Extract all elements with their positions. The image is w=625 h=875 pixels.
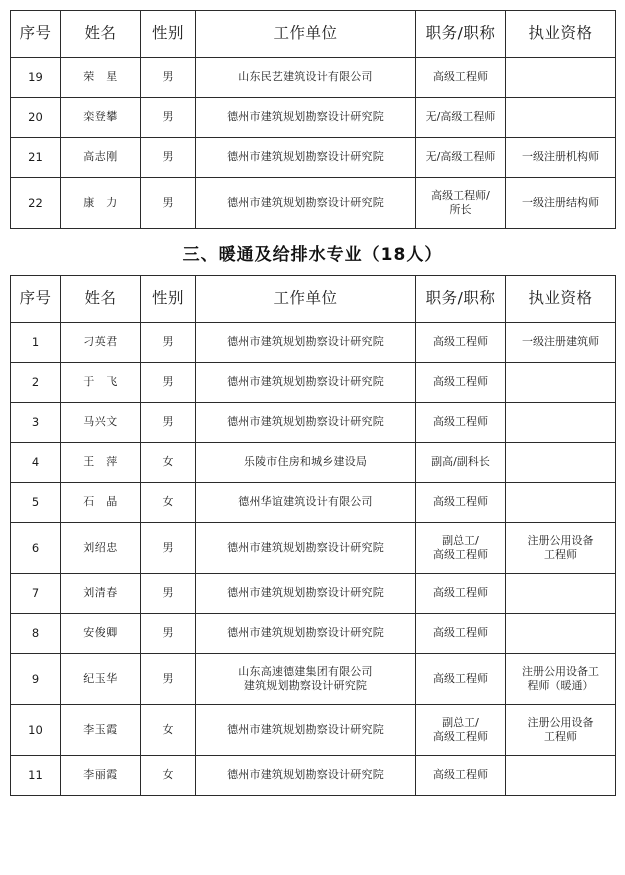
cell-position: 高级工程师 xyxy=(416,323,506,363)
table-row xyxy=(11,756,616,796)
cell-name: 王 萍 xyxy=(61,443,141,483)
table-bottom-body xyxy=(11,323,616,796)
cell-qualification-lines xyxy=(508,665,613,693)
cell-qualification-line1: 注册公用设备 xyxy=(527,533,594,547)
cell-unit: 乐陵市住房和城乡建设局 xyxy=(196,443,416,483)
column-header-unit: 工作单位 xyxy=(196,276,416,323)
table-row xyxy=(11,705,616,756)
cell-qualification xyxy=(506,614,616,654)
table-header-row xyxy=(11,11,616,58)
cell-name: 李丽霞 xyxy=(61,756,141,796)
cell-qualification: 一级注册建筑师 xyxy=(506,323,616,363)
column-header-name: 姓名 xyxy=(61,276,141,323)
cell-position: 无/高级工程师 xyxy=(416,138,506,178)
table-row xyxy=(11,98,616,138)
column-header-qualification: 执业资格 xyxy=(506,11,616,58)
cell-position: 高级工程师 xyxy=(416,614,506,654)
column-header-index: 序号 xyxy=(11,11,61,58)
table-row xyxy=(11,138,616,178)
cell-name: 栾登攀 xyxy=(61,98,141,138)
cell-name: 于 飞 xyxy=(61,363,141,403)
column-header-gender: 性别 xyxy=(141,11,196,58)
cell-name: 石 晶 xyxy=(61,483,141,523)
cell-qualification-lines xyxy=(508,716,613,744)
cell-name: 荣 星 xyxy=(61,58,141,98)
section-title: 三、暖通及给排水专业（18人） xyxy=(182,245,443,265)
cell-unit-line2: 建筑规划勘察设计研究院 xyxy=(243,679,368,692)
table-row xyxy=(11,58,616,98)
cell-name: 刘清春 xyxy=(61,574,141,614)
cell-unit xyxy=(196,654,416,705)
cell-qualification-line2: 工程师 xyxy=(544,548,577,561)
cell-qualification xyxy=(506,705,616,756)
cell-index: 22 xyxy=(11,178,61,229)
cell-gender: 男 xyxy=(141,574,196,614)
table-row xyxy=(11,323,616,363)
cell-name: 刁英君 xyxy=(61,323,141,363)
cell-position-line1: 高级工程师/ xyxy=(431,188,490,202)
cell-unit: 德州市建筑规划勘察设计研究院 xyxy=(196,705,416,756)
table-row xyxy=(11,574,616,614)
cell-unit: 德州市建筑规划勘察设计研究院 xyxy=(196,523,416,574)
table-row xyxy=(11,443,616,483)
table-header-row xyxy=(11,276,616,323)
table-top-header xyxy=(11,11,616,58)
cell-qualification: 一级注册结构师 xyxy=(506,178,616,229)
cell-qualification-line2: 程师（暖通） xyxy=(527,679,594,692)
cell-qualification-line1: 注册公用设备 xyxy=(527,715,594,729)
cell-position-lines xyxy=(418,716,503,744)
cell-gender: 女 xyxy=(141,443,196,483)
cell-gender: 男 xyxy=(141,654,196,705)
cell-qualification xyxy=(506,363,616,403)
cell-name: 安俊卿 xyxy=(61,614,141,654)
cell-gender: 男 xyxy=(141,98,196,138)
cell-position: 高级工程师 xyxy=(416,363,506,403)
cell-name: 康 力 xyxy=(61,178,141,229)
roster-table-bottom xyxy=(10,275,616,796)
cell-position-line2: 高级工程师 xyxy=(433,548,488,561)
cell-qualification xyxy=(506,403,616,443)
cell-gender: 男 xyxy=(141,323,196,363)
cell-index: 11 xyxy=(11,756,61,796)
cell-gender: 女 xyxy=(141,756,196,796)
cell-position-line2: 所长 xyxy=(449,203,472,216)
cell-qualification xyxy=(506,483,616,523)
cell-qualification-lines xyxy=(508,534,613,562)
table-row xyxy=(11,654,616,705)
cell-index: 8 xyxy=(11,614,61,654)
cell-position-lines xyxy=(418,534,503,562)
table-row xyxy=(11,403,616,443)
cell-position xyxy=(416,523,506,574)
cell-index: 9 xyxy=(11,654,61,705)
cell-position-line1: 副总工/ xyxy=(442,533,479,547)
cell-position: 副高/副科长 xyxy=(416,443,506,483)
cell-unit: 德州市建筑规划勘察设计研究院 xyxy=(196,363,416,403)
cell-qualification xyxy=(506,756,616,796)
cell-position-line2: 高级工程师 xyxy=(433,730,488,743)
cell-name: 马兴文 xyxy=(61,403,141,443)
cell-qualification xyxy=(506,654,616,705)
cell-gender: 男 xyxy=(141,58,196,98)
column-header-unit: 工作单位 xyxy=(196,11,416,58)
table-row xyxy=(11,363,616,403)
cell-position: 无/高级工程师 xyxy=(416,98,506,138)
cell-qualification xyxy=(506,58,616,98)
cell-gender: 女 xyxy=(141,483,196,523)
cell-index: 20 xyxy=(11,98,61,138)
cell-position-lines xyxy=(418,189,503,217)
cell-position: 高级工程师 xyxy=(416,756,506,796)
column-header-gender: 性别 xyxy=(141,276,196,323)
cell-unit: 德州市建筑规划勘察设计研究院 xyxy=(196,614,416,654)
cell-index: 7 xyxy=(11,574,61,614)
cell-name: 李玉霞 xyxy=(61,705,141,756)
cell-index: 4 xyxy=(11,443,61,483)
cell-index: 2 xyxy=(11,363,61,403)
cell-qualification xyxy=(506,523,616,574)
cell-unit: 德州市建筑规划勘察设计研究院 xyxy=(196,138,416,178)
cell-qualification-line1: 注册公用设备工 xyxy=(522,664,599,678)
cell-name: 刘绍忠 xyxy=(61,523,141,574)
cell-gender: 男 xyxy=(141,403,196,443)
column-header-name: 姓名 xyxy=(61,11,141,58)
table-row xyxy=(11,178,616,229)
cell-index: 10 xyxy=(11,705,61,756)
table-bottom-header xyxy=(11,276,616,323)
cell-position xyxy=(416,178,506,229)
cell-unit: 山东民艺建筑设计有限公司 xyxy=(196,58,416,98)
cell-unit: 德州市建筑规划勘察设计研究院 xyxy=(196,574,416,614)
cell-index: 1 xyxy=(11,323,61,363)
cell-index: 3 xyxy=(11,403,61,443)
cell-position: 高级工程师 xyxy=(416,654,506,705)
cell-qualification xyxy=(506,443,616,483)
cell-gender: 男 xyxy=(141,178,196,229)
cell-position: 高级工程师 xyxy=(416,574,506,614)
cell-index: 21 xyxy=(11,138,61,178)
roster-table-top xyxy=(10,10,616,229)
cell-unit: 德州市建筑规划勘察设计研究院 xyxy=(196,403,416,443)
cell-unit: 德州市建筑规划勘察设计研究院 xyxy=(196,98,416,138)
cell-position xyxy=(416,705,506,756)
cell-name: 高志刚 xyxy=(61,138,141,178)
cell-qualification xyxy=(506,98,616,138)
cell-name: 纪玉华 xyxy=(61,654,141,705)
cell-position: 高级工程师 xyxy=(416,58,506,98)
cell-index: 6 xyxy=(11,523,61,574)
cell-qualification: 一级注册机构师 xyxy=(506,138,616,178)
column-header-index: 序号 xyxy=(11,276,61,323)
cell-unit-lines xyxy=(198,665,413,693)
cell-position-line1: 副总工/ xyxy=(442,715,479,729)
column-header-qualification: 执业资格 xyxy=(506,276,616,323)
cell-gender: 男 xyxy=(141,138,196,178)
table-row xyxy=(11,483,616,523)
cell-index: 5 xyxy=(11,483,61,523)
cell-unit: 德州市建筑规划勘察设计研究院 xyxy=(196,756,416,796)
table-row xyxy=(11,523,616,574)
cell-gender: 男 xyxy=(141,523,196,574)
cell-position: 高级工程师 xyxy=(416,403,506,443)
cell-gender: 女 xyxy=(141,705,196,756)
table-row xyxy=(11,614,616,654)
cell-unit: 德州市建筑规划勘察设计研究院 xyxy=(196,323,416,363)
cell-qualification xyxy=(506,574,616,614)
table-top-body xyxy=(11,58,616,229)
cell-unit: 德州华谊建筑设计有限公司 xyxy=(196,483,416,523)
cell-index: 19 xyxy=(11,58,61,98)
cell-qualification-line2: 工程师 xyxy=(544,730,577,743)
cell-gender: 男 xyxy=(141,614,196,654)
column-header-position: 职务/职称 xyxy=(416,11,506,58)
cell-unit: 德州市建筑规划勘察设计研究院 xyxy=(196,178,416,229)
column-header-position: 职务/职称 xyxy=(416,276,506,323)
cell-unit-line1: 山东高速德建集团有限公司 xyxy=(238,664,373,678)
cell-gender: 男 xyxy=(141,363,196,403)
cell-position: 高级工程师 xyxy=(416,483,506,523)
